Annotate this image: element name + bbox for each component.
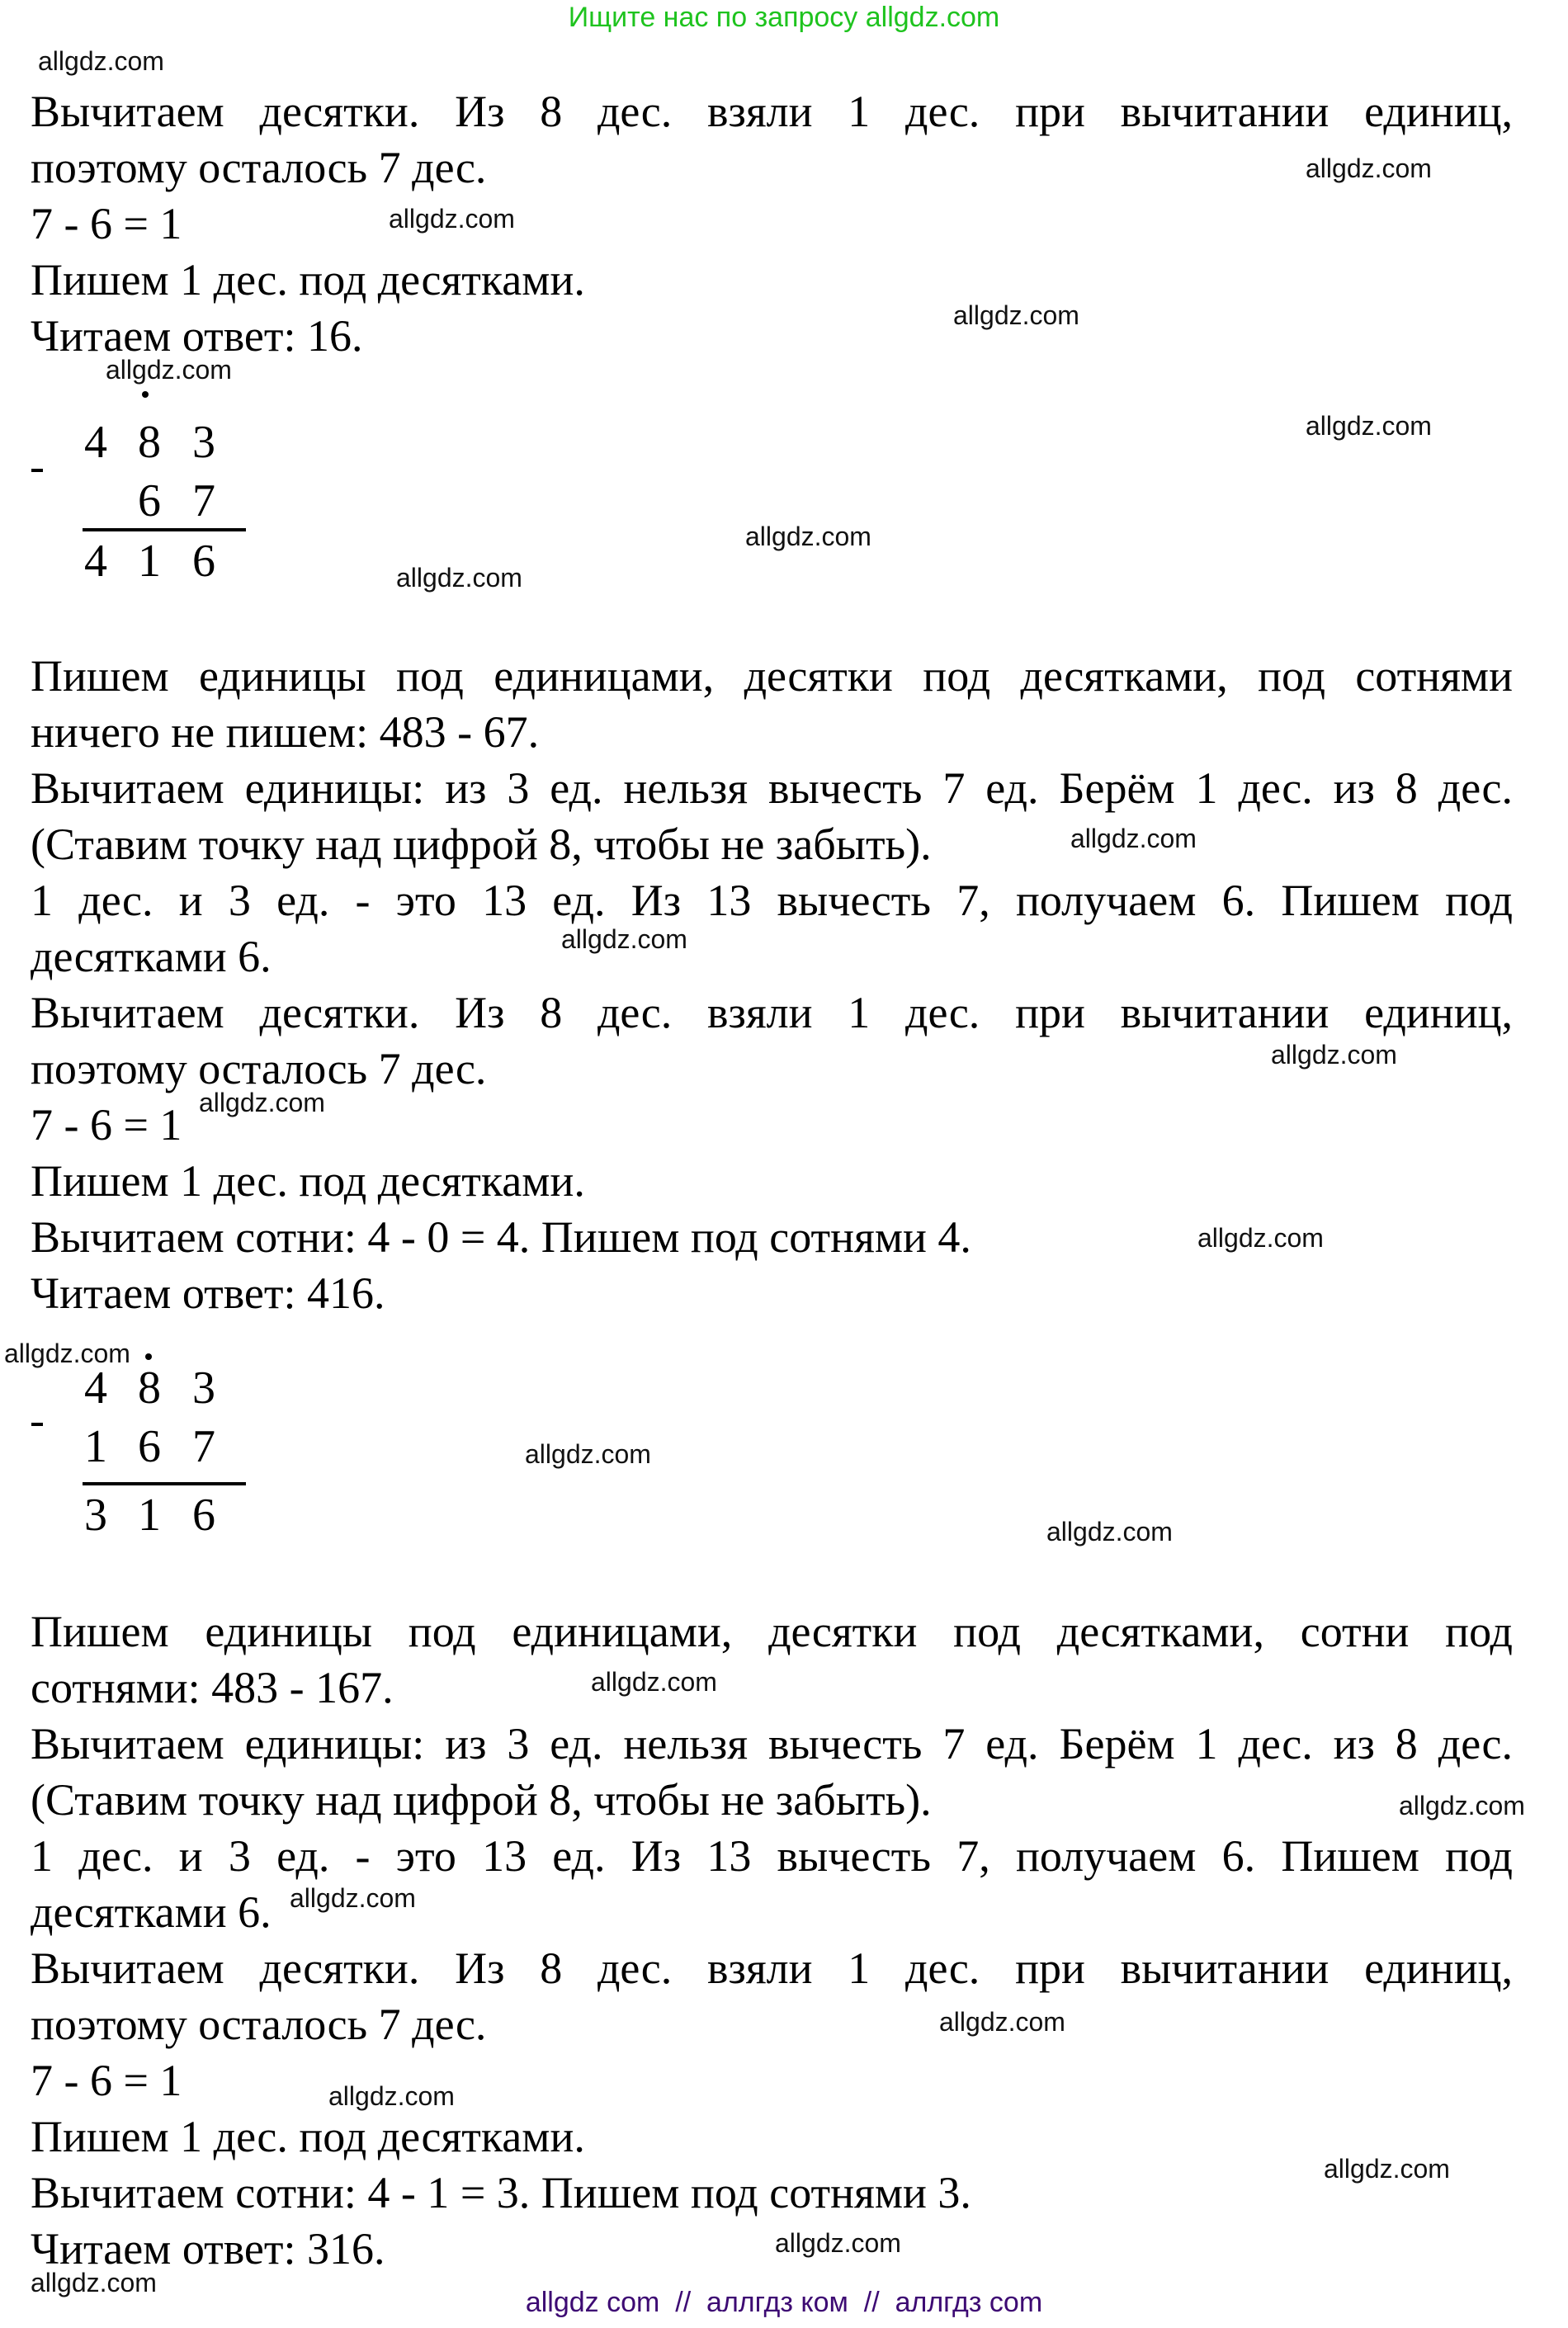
watermark: allgdz.com xyxy=(1306,153,1432,183)
result-line xyxy=(83,1482,246,1485)
text-line: 1 дес. и 3 ед. - это 13 ед. Из 13 вычесть 7, получаем 6. Пишем под xyxy=(31,876,1513,925)
minuend-digit: 3 xyxy=(192,1362,215,1414)
text-line: десятками 6. xyxy=(31,1887,272,1937)
watermark: allgdz.com xyxy=(775,2228,901,2258)
text-line: Вычитаем десятки. Из 8 дес. взяли 1 дес. при вычитании единиц, xyxy=(31,1943,1513,1993)
watermark: allgdz.com xyxy=(591,1667,717,1697)
result-digit: 4 xyxy=(84,536,107,587)
watermark: allgdz.com xyxy=(525,1439,651,1469)
result-digit: 6 xyxy=(192,536,215,587)
watermark: allgdz.com xyxy=(939,2007,1065,2037)
subtrahend-digit: 6 xyxy=(138,1421,161,1472)
watermark: allgdz.com xyxy=(106,355,232,385)
text-line: (Ставим точку над цифрой 8, чтобы не забыть). xyxy=(31,819,932,869)
text-line: Читаем ответ: 416. xyxy=(31,1268,385,1318)
minuend-digit: 8 xyxy=(138,1362,161,1414)
text-line: Пишем 1 дес. под десятками. xyxy=(31,1156,585,1206)
watermark: allgdz.com xyxy=(745,522,871,551)
minuend-digit: 4 xyxy=(84,1362,107,1414)
text-line: Пишем единицы под единицами, десятки под десятками, сотни под xyxy=(31,1607,1513,1656)
watermark: allgdz.com xyxy=(38,46,164,76)
text-line: поэтому осталось 7 дес. xyxy=(31,1044,487,1093)
watermark: allgdz.com xyxy=(1046,1517,1173,1546)
watermark: allgdz.com xyxy=(199,1088,325,1117)
minuend-digit: 8 xyxy=(138,417,161,468)
text-line: поэтому осталось 7 дес. xyxy=(31,143,487,192)
watermark: allgdz.com xyxy=(290,1883,416,1913)
text-line: Читаем ответ: 316. xyxy=(31,2224,385,2274)
result-line xyxy=(83,528,246,531)
text-line: Вычитаем единицы: из 3 ед. нельзя вычесть 7 ед. Берём 1 дес. из 8 дес. xyxy=(31,763,1513,813)
text-line: Вычитаем десятки. Из 8 дес. взяли 1 дес. при вычитании единиц, xyxy=(31,988,1513,1037)
text-line: десятками 6. xyxy=(31,932,272,981)
subtrahend-digit: 7 xyxy=(192,475,215,527)
text-line: Пишем 1 дес. под десятками. xyxy=(31,255,585,305)
text-line: сотнями: 483 - 167. xyxy=(31,1663,394,1712)
text-line: Вычитаем десятки. Из 8 дес. взяли 1 дес. при вычитании единиц, xyxy=(31,87,1513,136)
text-line: поэтому осталось 7 дес. xyxy=(31,2000,487,2049)
minuend-digit: 4 xyxy=(84,417,107,468)
subtrahend-digit: 7 xyxy=(192,1421,215,1472)
watermark: allgdz.com xyxy=(1306,411,1432,441)
text-line: Вычитаем сотни: 4 - 1 = 3. Пишем под сотнями 3. xyxy=(31,2168,971,2217)
result-digit: 1 xyxy=(138,536,161,587)
watermark: allgdz.com xyxy=(389,204,515,234)
result-digit: 6 xyxy=(192,1490,215,1541)
watermark: allgdz.com xyxy=(1324,2154,1450,2184)
watermark: allgdz.com xyxy=(396,563,522,593)
watermark: allgdz.com xyxy=(328,2081,455,2111)
watermark: allgdz.com xyxy=(1271,1040,1397,1070)
watermark: allgdz.com xyxy=(1070,824,1197,853)
minuend-digit: 3 xyxy=(192,417,215,468)
site-footer: allgdz com // аллгдз ком // аллгдз com xyxy=(525,2287,1043,2318)
text-line: Читаем ответ: 16. xyxy=(31,311,363,361)
watermark: allgdz.com xyxy=(953,300,1079,330)
text-line: 1 дес. и 3 ед. - это 13 ед. Из 13 вычесть 7, получаем 6. Пишем под xyxy=(31,1831,1513,1881)
minus-sign xyxy=(31,1423,43,1426)
site-banner: Ищите нас по запросу allgdz.com xyxy=(568,2,1000,33)
result-digit: 1 xyxy=(138,1490,161,1541)
text-line: (Ставим точку над цифрой 8, чтобы не забыть). xyxy=(31,1775,932,1825)
watermark: allgdz.com xyxy=(561,924,687,954)
watermark: allgdz.com xyxy=(1399,1791,1525,1820)
text-line: 7 - 6 = 1 xyxy=(31,1100,182,1150)
watermark: allgdz.com xyxy=(31,2268,157,2297)
watermark: allgdz.com xyxy=(4,1339,130,1368)
result-digit: 3 xyxy=(84,1490,107,1541)
text-line: 7 - 6 = 1 xyxy=(31,2056,182,2105)
minus-sign xyxy=(31,469,43,472)
borrow-dot xyxy=(145,1353,152,1360)
subtrahend-digit: 1 xyxy=(84,1421,107,1472)
subtrahend-digit: 6 xyxy=(138,475,161,527)
text-line: Вычитаем единицы: из 3 ед. нельзя вычесть 7 ед. Берём 1 дес. из 8 дес. xyxy=(31,1719,1513,1768)
text-line: Вычитаем сотни: 4 - 0 = 4. Пишем под сотнями 4. xyxy=(31,1212,971,1262)
text-line: 7 - 6 = 1 xyxy=(31,199,182,248)
text-line: Пишем единицы под единицами, десятки под десятками, под сотнями xyxy=(31,651,1513,701)
text-line: Пишем 1 дес. под десятками. xyxy=(31,2112,585,2161)
borrow-dot xyxy=(142,391,149,398)
watermark: allgdz.com xyxy=(1197,1223,1324,1253)
text-line: ничего не пишем: 483 - 67. xyxy=(31,707,540,757)
